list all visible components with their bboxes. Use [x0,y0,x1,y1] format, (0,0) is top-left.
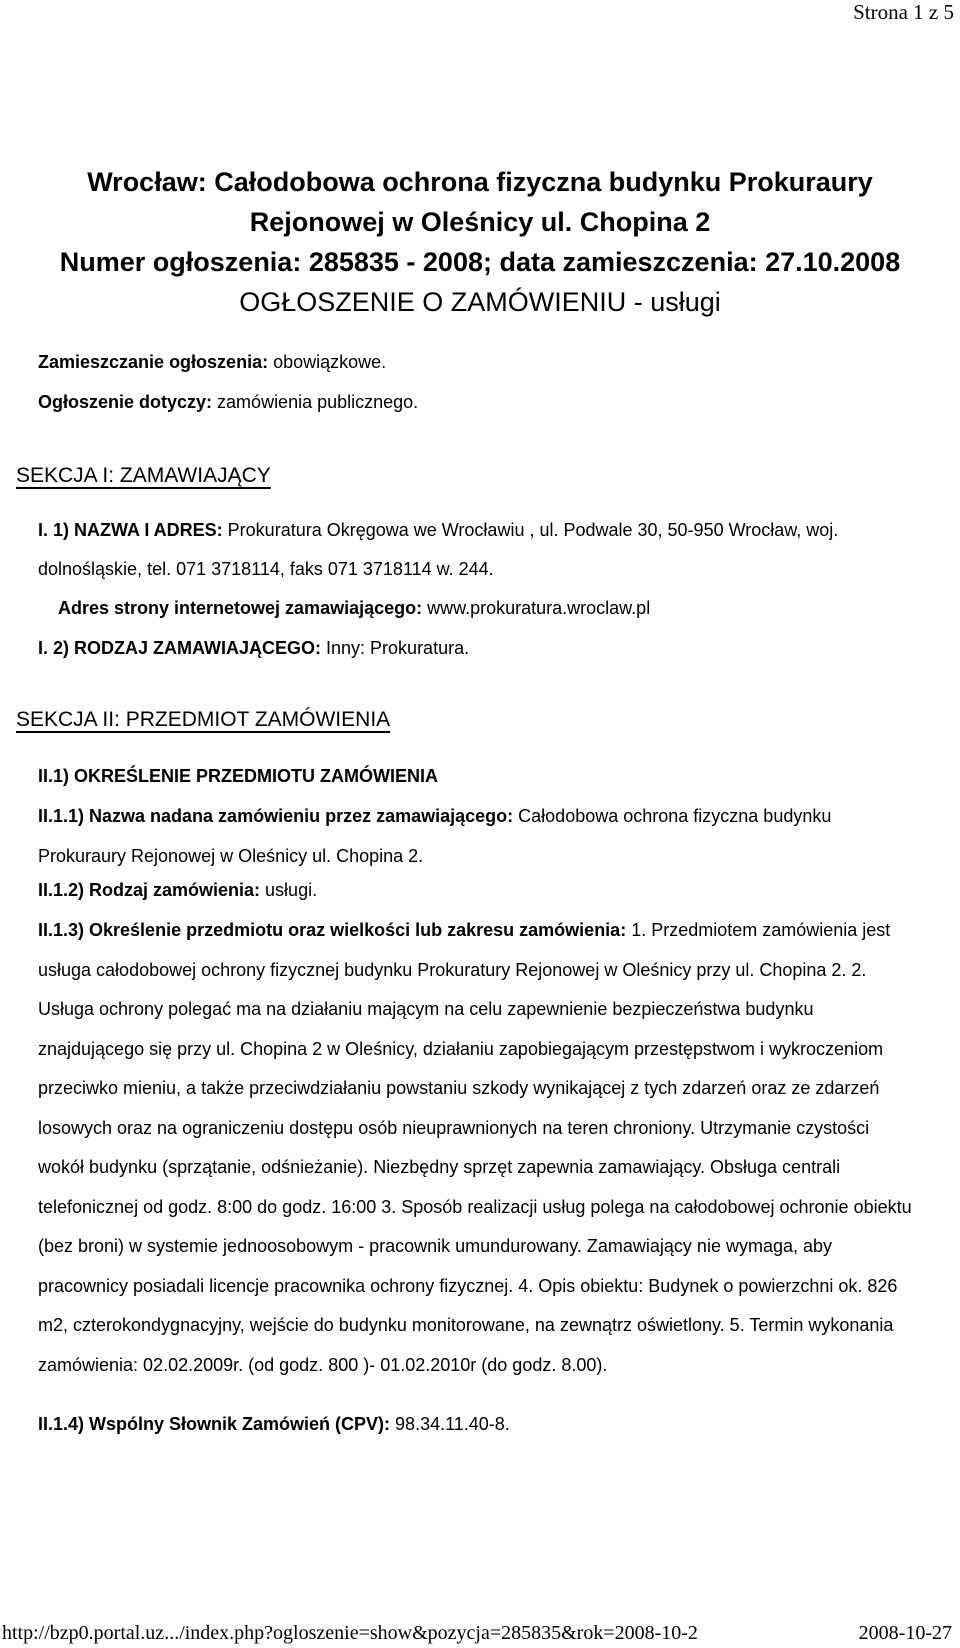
title-line-2: Rejonowej w Oleśnicy ul. Chopina 2 [249,207,711,237]
title-line-4: OGŁOSZENIE O ZAMÓWIENIU - usługi [239,287,721,317]
contracting-type-row [38,638,469,659]
order-name-label: II.1.1) Nazwa nadana zamówieniu przez zamawiającego: [38,806,514,826]
website-label: Adres strony internetowej zamawiającego: [58,598,423,618]
contracting-name-label: I. 1) NAZWA I ADRES: [38,520,223,540]
placement-value: obowiązkowe. [268,352,387,372]
concerns-row [38,392,418,413]
placement-row [38,352,386,373]
order-kind-row [38,880,317,901]
page-indicator: Strona 1 z 5 [853,0,954,24]
section-2-heading: SEKCJA II: PRZEDMIOT ZAMÓWIENIA [16,708,391,731]
print-footer [2,1622,952,1645]
subject-subheading: II.1) OKREŚLENIE PRZEDMIOTU ZAMÓWIENIA [38,766,439,786]
order-name-value: Całodobowa ochrona fizyczna budynku Prokuraury Rejonowej w Oleśnicy ul. Chopina 2. [38,806,832,866]
section-1-heading: SEKCJA I: ZAMAWIAJĄCY [16,464,271,487]
contracting-type-label: I. 2) RODZAJ ZAMAWIAJĄCEGO: [38,638,322,658]
title-line-3: Numer ogłoszenia: 285835 - 2008; data zamieszczenia: 27.10.2008 [59,247,901,277]
order-kind-label: II.1.2) Rodzaj zamówienia: [38,880,261,900]
title-line-1: Wrocław: Całodobowa ochrona fizyczna budynku Prokuraury [87,167,873,197]
concerns-label: Ogłoszenie dotyczy: [38,392,213,412]
contracting-name-row [38,520,838,541]
contracting-name-value: Prokuratura Okręgowa we Wrocławiu , ul. Podwale 30, 50-950 Wrocław, woj. [222,520,839,540]
footer-url: http://bzp0.portal.uz.../index.php?ogloszenie=show&pozycja=285835&rok=2008-10-2 [2,1622,698,1644]
website-row [58,598,650,619]
contracting-address-line: dolnośląskie, tel. 071 3718114, faks 071 3718114 w. 244. [38,559,494,579]
notice-title [0,162,960,322]
cpv-label: II.1.4) Wspólny Słownik Zamówień (CPV): [38,1414,391,1434]
order-scope-value: 1. Przedmiotem zamówienia jest usługa całodobowej ochrony fizycznej budynku Prokuratury Rejonowej w Oleśnicy przy ul. Chopina 2. 2. Usługa ochrony polegać ma na działaniu mającym na celu zapewnienie bezpieczeństwa budynku znajdującego się przy ul. Chopina 2 w Oleśnicy, działaniu zapobiegającym przestępstwom i wykroczeniom przeciwko mieniu, a także przeciwdziałaniu powstaniu szkody wynikającej z tych zdarzeń oraz ze zdarzeń losowych oraz na ograniczeniu dostępu osób nieuprawnionych na teren chroniony. Utrzymanie czystości wokół budynku (sprzątanie, odśnieżanie). Niezbędny sprzęt zapewnia zamawiający. Obsługa centrali telefonicznej od godz. 8:00 do godz. 16:00 3. Sposób realizacji usług polega na całodobowej ochronie obiektu (bez broni) w systemie jednoosobowym - pracownik umundurowany. Zamawiający nie wymaga, aby pracownicy posiadali licencje pracownika ochrony fizycznej. 4. Opis obiektu: Budynek o powierzchni ok. 826 m2, czterokondygnacyjny, wejście do budynku monitorowane, na zewnątrz oświetlony. 5. Termin wykonania zamówienia: 02.02.2009r. (od godz. 800 )- 01.02.2010r (do godz. 8.00). [38,920,912,1375]
footer-date: 2008-10-27 [858,1622,952,1644]
order-scope-label: II.1.3) Określenie przedmiotu oraz wielkości lub zakresu zamówienia: [38,920,627,940]
contracting-type-value: Inny: Prokuratura. [321,638,470,658]
placement-label: Zamieszczanie ogłoszenia: [38,352,269,372]
order-name-paragraph [38,797,918,876]
order-scope-paragraph [38,911,918,1385]
concerns-value: zamówienia publicznego. [212,392,419,412]
cpv-row [38,1414,510,1435]
cpv-value: 98.34.11.40-8. [390,1414,510,1434]
website-value: www.prokuratura.wroclaw.pl [422,598,651,618]
order-kind-value: usługi. [260,880,318,900]
